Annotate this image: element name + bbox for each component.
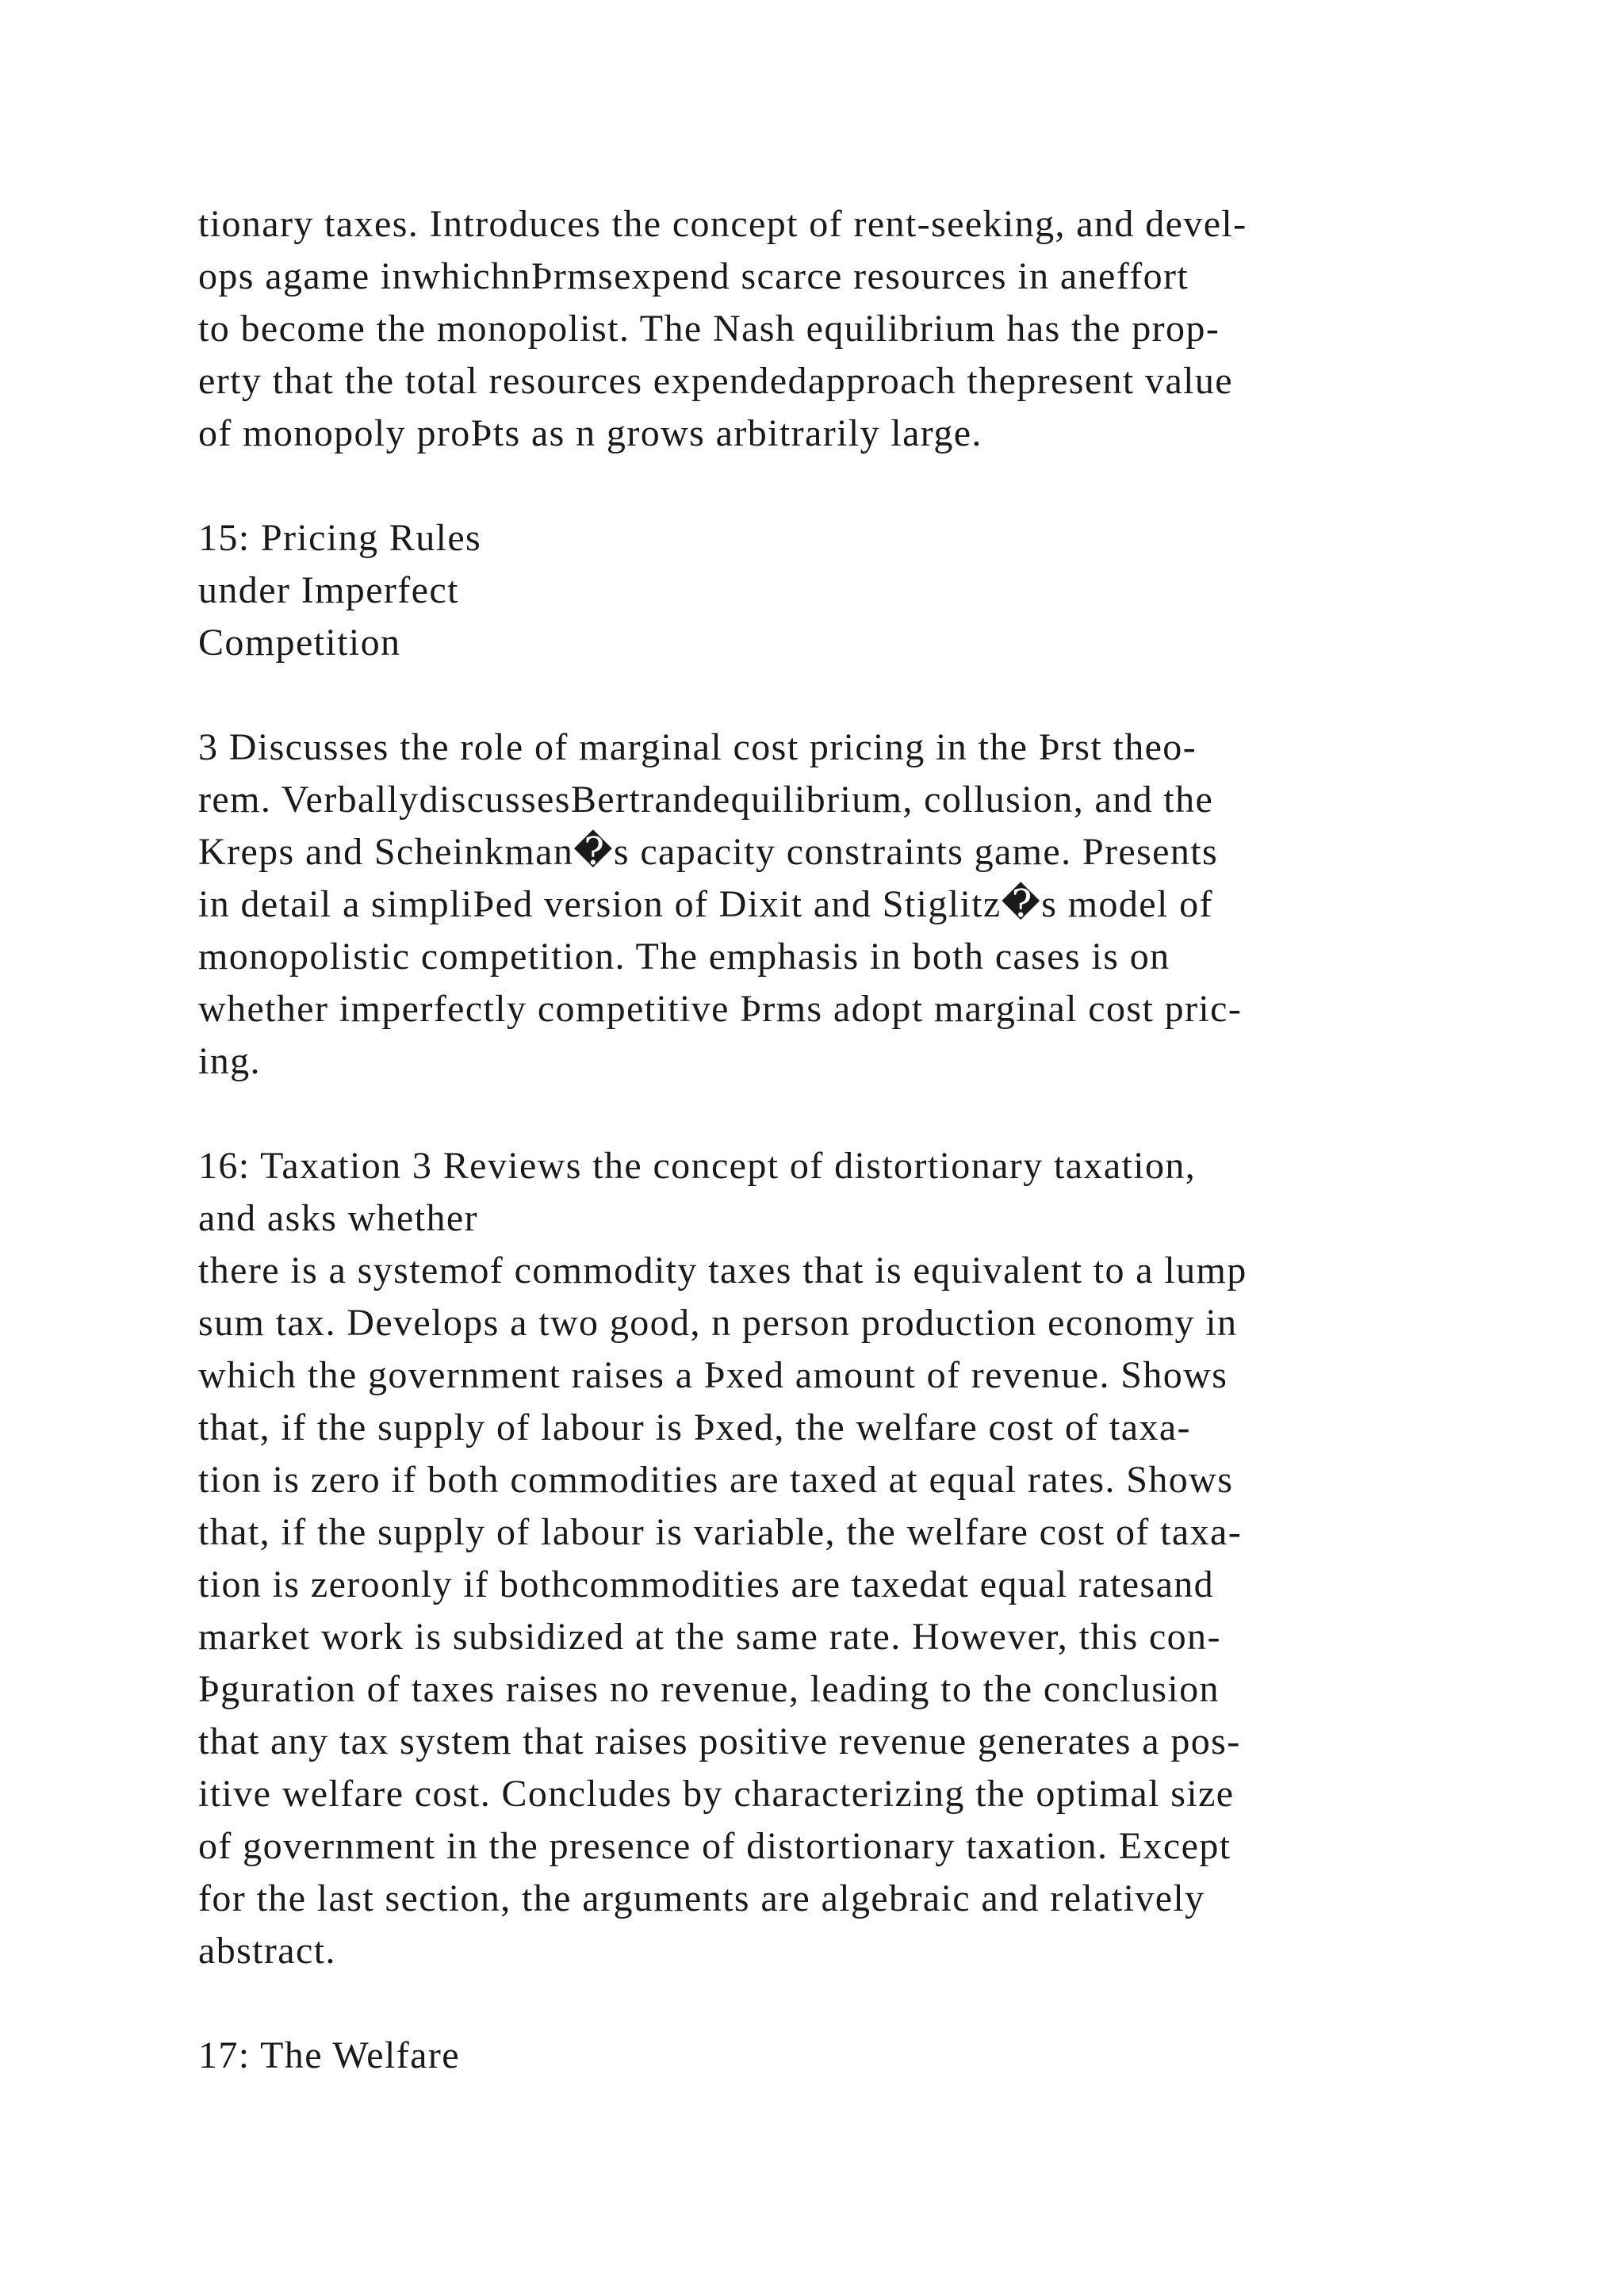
text-line: that, if the supply of labour is Þxed, the welfare cost of taxa- bbox=[198, 1406, 1191, 1448]
text-line: for the last section, the arguments are algebraic and relatively bbox=[198, 1877, 1205, 1919]
text-line: abstract. bbox=[198, 1930, 336, 1972]
text-line: Competition bbox=[198, 622, 401, 664]
text-line: 3 Discusses the role of marginal cost pricing in the Þrst theo- bbox=[198, 726, 1197, 768]
text-line: ops agame inwhichnÞrmsexpend scarce resources in aneffort bbox=[198, 255, 1189, 297]
paragraph-chapter-16 bbox=[198, 1140, 1467, 1977]
text-line: 17: The Welfare bbox=[198, 2034, 460, 2076]
text-line: under Imperfect bbox=[198, 569, 459, 611]
text-line: Þguration of taxes raises no revenue, leading to the conclusion bbox=[198, 1668, 1220, 1710]
text-line: 16: Taxation 3 Reviews the concept of distortionary taxation, bbox=[198, 1145, 1197, 1187]
text-line: itive welfare cost. Concludes by characterizing the optimal size bbox=[198, 1773, 1235, 1815]
document-page bbox=[198, 198, 1467, 2082]
paragraph-gap bbox=[198, 1088, 1467, 1140]
text-line: tionary taxes. Introduces the concept of rent-seeking, and devel- bbox=[198, 203, 1247, 245]
paragraph-chapter-15 bbox=[198, 721, 1467, 1088]
text-line: which the government raises a Þxed amount of revenue. Shows bbox=[198, 1354, 1228, 1396]
text-line: tion is zeroonly if bothcommodities are taxedat equal ratesand bbox=[198, 1563, 1215, 1605]
text-line: tion is zero if both commodities are taxed at equal rates. Shows bbox=[198, 1459, 1234, 1501]
paragraph-gap bbox=[198, 460, 1467, 512]
text-line: and asks whether bbox=[198, 1197, 478, 1239]
text-line: of government in the presence of distortionary taxation. Except bbox=[198, 1825, 1231, 1867]
text-line: whether imperfectly competitive Þrms adopt marginal cost pric- bbox=[198, 988, 1243, 1030]
paragraph-gap bbox=[198, 1977, 1467, 2030]
text-line: rem. VerballydiscussesBertrandequilibrium, collusion, and the bbox=[198, 779, 1214, 821]
text-line: erty that the total resources expendedapproach thepresent value bbox=[198, 360, 1234, 402]
text-line: monopolistic competition. The emphasis in both cases is on bbox=[198, 936, 1170, 978]
text-line: there is a systemof commodity taxes that is equivalent to a lump bbox=[198, 1249, 1247, 1292]
paragraph-rent-seeking bbox=[198, 198, 1467, 460]
text-line: that any tax system that raises positive revenue generates a pos- bbox=[198, 1720, 1241, 1762]
text-line: 15: Pricing Rules bbox=[198, 517, 482, 559]
text-line: that, if the supply of labour is variable, the welfare cost of taxa- bbox=[198, 1511, 1243, 1553]
text-line: to become the monopolist. The Nash equilibrium has the prop- bbox=[198, 308, 1220, 350]
text-line: in detail a simpliÞed version of Dixit and Stiglitz�s model of bbox=[198, 883, 1213, 925]
text-line: sum tax. Develops a two good, n person production economy in bbox=[198, 1302, 1238, 1344]
heading-chapter-15 bbox=[198, 512, 1467, 669]
paragraph-gap bbox=[198, 669, 1467, 721]
heading-chapter-17 bbox=[198, 2030, 1467, 2082]
text-line: ing. bbox=[198, 1040, 261, 1082]
text-line: Kreps and Scheinkman�s capacity constraints game. Presents bbox=[198, 831, 1219, 873]
text-line: of monopoly proÞts as n grows arbitrarily large. bbox=[198, 412, 982, 454]
text-line: market work is subsidized at the same rate. However, this con- bbox=[198, 1616, 1221, 1658]
